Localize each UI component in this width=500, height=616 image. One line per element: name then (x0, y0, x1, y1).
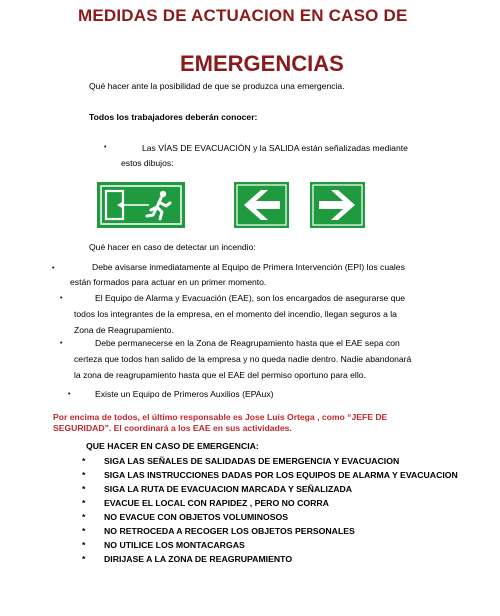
emergency-item-1-bullet: * (82, 456, 86, 466)
responsible-line2: SEGURIDAD”. El coordinará a los EAE en sus actividades. (53, 423, 292, 433)
fire-item-2-line3: Zona de Reagrupamiento. (74, 325, 174, 335)
emergency-item-3-bullet: * (82, 484, 86, 494)
intro-text: Qué hacer ante la posibilidad de que se produzca una emergencia. (89, 81, 345, 91)
emergency-item-8: DIRIJASE A LA ZONA DE REAGRUPAMIENTO (104, 554, 293, 564)
must-know-heading: Todos los trabajadores deberán conocer: (89, 112, 258, 122)
emergency-item-5-bullet: * (82, 512, 86, 522)
fire-item-2-bullet: • (60, 295, 63, 302)
routes-line1: Las VÍAS DE EVACUACIÓN y la SALIDA están señalizadas mediante (142, 143, 408, 153)
exit-running-man-sign (97, 182, 185, 228)
emergency-item-3: SIGA LA RUTA DE EVACUACION MARCADA Y SEÑALIZADA (104, 484, 353, 494)
fire-item-2-line2: todos los integrantes de la empresa, en el momento del incendio, llegan seguros a la (74, 309, 397, 319)
arrow-right-sign (310, 182, 365, 228)
emergency-item-7-bullet: * (82, 540, 86, 550)
emergency-item-4-bullet: * (82, 498, 86, 508)
fire-item-3-line3: la zona de reagrupamiento hasta que el EAE del permiso oportuno para ello. (74, 370, 366, 380)
fire-intro: Qué hacer en caso de detectar un incendio: (89, 242, 256, 252)
arrow-left-sign (234, 182, 289, 228)
responsible-line1: Por encima de todos, el último responsable es Jose Luis Ortega , como “JEFE DE (53, 412, 388, 422)
emergency-item-1: SIGA LAS SEÑALES DE SALIDADAS DE EMERGENCIA Y EVACUACION (104, 456, 400, 466)
emergency-item-7: NO UTILICE LOS MONTACARGAS (104, 540, 245, 550)
emergency-heading: QUE HACER EN CASO DE EMERGENCIA: (86, 441, 259, 451)
emergency-item-8-bullet: * (82, 554, 86, 564)
exit-running-man-icon (97, 182, 185, 228)
fire-item-1-line1: Debe avisarse inmediatamente al Equipo de Primera Intervención (EPI) los cuales (92, 262, 405, 272)
fire-item-3-bullet: • (60, 340, 63, 347)
emergency-item-5: NO EVACUE CON OBJETOS VOLUMINOSOS (104, 512, 289, 522)
emergency-item-4: EVACUE EL LOCAL CON RAPIDEZ , PERO NO CORRA (104, 498, 329, 508)
fire-item-2-line1: El Equipo de Alarma y Evacuación (EAE), son los encargados de asegurarse que (95, 293, 406, 303)
page-title-line2: EMERGENCIAS (180, 51, 344, 76)
arrow-left-icon (234, 182, 289, 228)
routes-bullet: • (104, 144, 107, 151)
emergency-item-2: SIGA LAS INSTRUCCIONES DADAS POR LOS EQUIPOS DE ALARMA Y EVACUACION (104, 470, 458, 480)
fire-item-4-line1: Existe un Equipo de Primeros Auxilios (EPAux) (95, 389, 274, 399)
fire-item-4-bullet: • (68, 391, 71, 398)
arrow-right-icon (310, 182, 365, 228)
fire-item-1-bullet: • (52, 265, 55, 272)
routes-line2: estos dibujos: (121, 158, 174, 168)
fire-item-1-line2: están formados para actuar en un primer momento. (70, 277, 267, 287)
fire-item-3-line2: certeza que todos han salido de la empresa y no queda nadie dentro. Nadie abandonará (74, 354, 412, 364)
emergency-item-2-bullet: * (82, 470, 86, 480)
fire-item-3-line1: Debe permanecerse en la Zona de Reagrupamiento hasta que el EAE sepa con (95, 338, 400, 348)
page-title-line1: MEDIDAS DE ACTUACION EN CASO DE (78, 6, 408, 25)
emergency-item-6-bullet: * (82, 526, 86, 536)
emergency-item-6: NO RETROCEDA A RECOGER LOS OBJETOS PERSONALES (104, 526, 355, 536)
